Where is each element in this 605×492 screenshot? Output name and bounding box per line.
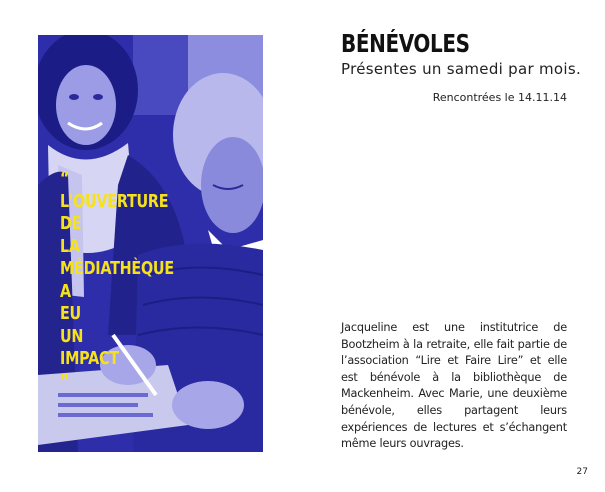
body-paragraph: Jacqueline est une institutrice de Bootzheim à la retraite, elle fait partie de l’association “Lire et Faire Lire” et elle est bénévole à la bibliothèque de Mackenheim. Avec Marie, une deuxième bénévole, elles partagent leurs expériences de lectures et s’échangent même leurs ouvrages. (341, 321, 567, 451)
meeting-date: Rencontrées le 14.11.14 (432, 91, 567, 104)
quote-line: L'OUVERTURE (60, 191, 169, 212)
page-number: 27 (576, 467, 588, 477)
quote-line: A (60, 281, 71, 302)
quote-line: MÉDIATHÈQUE (60, 259, 174, 279)
quote-line: UN (60, 326, 84, 347)
quote-line: IMPACT (60, 349, 119, 369)
quote-line: LA (60, 236, 80, 257)
page-title: BÉNÉVOLES (341, 29, 470, 58)
page-subtitle: Présentes un samedi par mois. (341, 60, 582, 78)
quote-line: “ (60, 169, 70, 189)
pull-quote (60, 168, 224, 393)
quote-line: DE (60, 214, 82, 234)
duotone-photo (38, 35, 263, 452)
quote-line: ” (60, 371, 70, 392)
quote-line: EU (60, 304, 81, 324)
